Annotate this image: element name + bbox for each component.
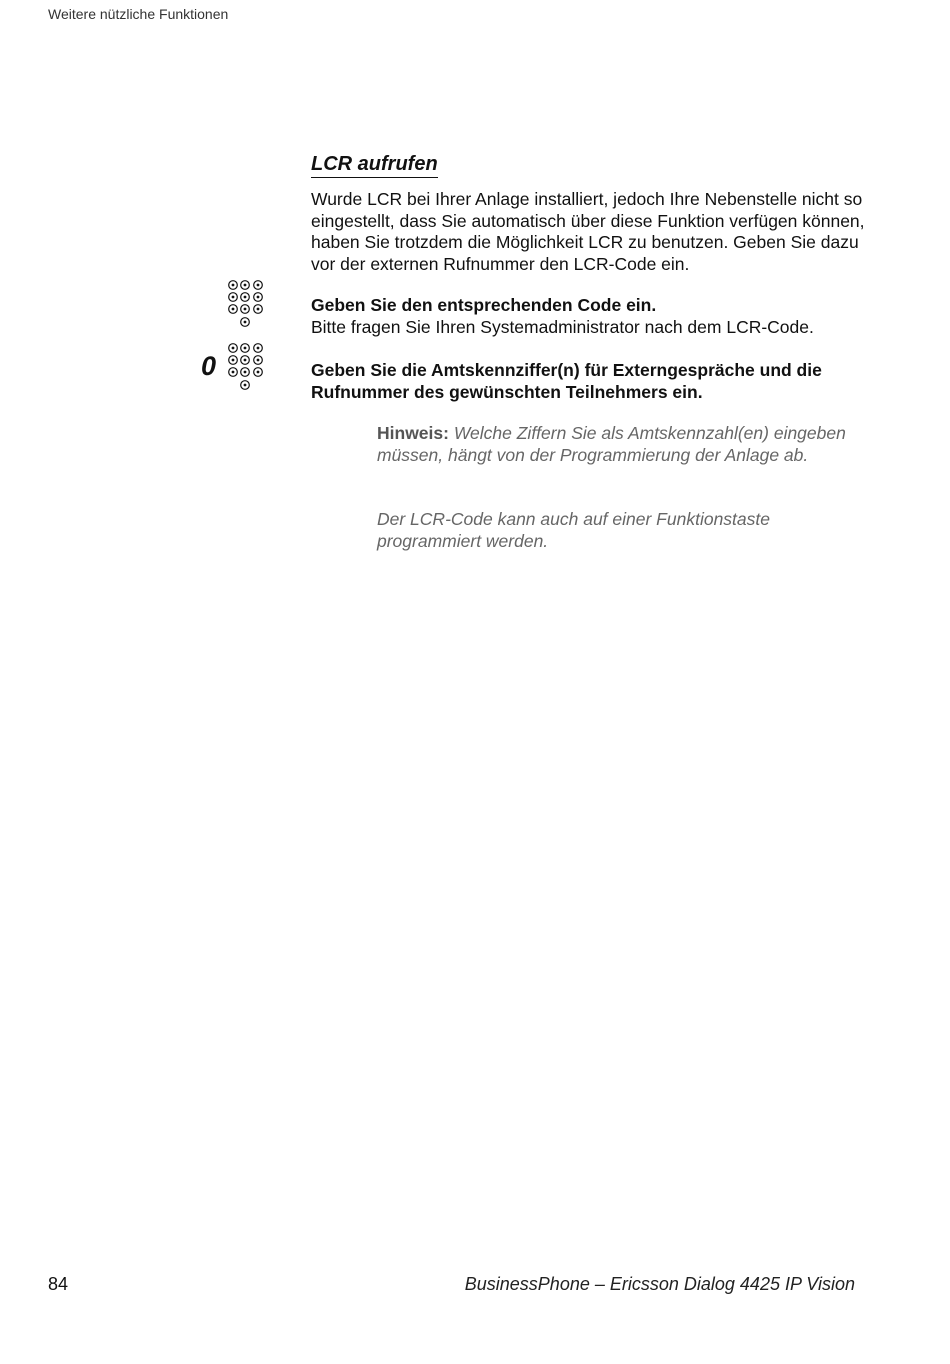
note-text-2: Der LCR-Code kann auch auf einer Funktionstaste programmiert werden. bbox=[377, 509, 770, 551]
footer-doc-title: BusinessPhone – Ericsson Dialog 4425 IP Vision bbox=[464, 1274, 855, 1294]
note-hint bbox=[377, 423, 857, 466]
page-number: 84 bbox=[48, 1274, 69, 1294]
step-enter-number: Geben Sie die Amtskennziffer(n) für Externgespräche und die Rufnummer des gewünschten Teilnehmers ein. bbox=[311, 360, 822, 402]
keypad-icon bbox=[227, 279, 267, 335]
note-text: Welche Ziffern Sie als Amtskennzahl(en) eingeben müssen, hängt von der Programmierung der Anlage ab. bbox=[377, 423, 846, 465]
step-enter-code bbox=[311, 295, 871, 338]
keypad-icon bbox=[227, 342, 267, 398]
section-title: LCR aufrufen bbox=[311, 152, 438, 178]
intro-paragraph: Wurde LCR bei Ihrer Anlage installiert, jedoch Ihre Nebenstelle nicht so eingestellt, dass Sie automatisch über diese Funktion verfügen können, haben Sie trotzdem die Möglichkeit LCR zu benutzen. Geben Sie dazu vor der externen Rufnummer den LCR-Code ein. bbox=[311, 189, 865, 274]
step-enter-code-detail: Bitte fragen Sie Ihren Systemadministrator nach dem LCR-Code. bbox=[311, 316, 814, 337]
zero-key-label: 0 bbox=[201, 351, 217, 381]
step-enter-code-instruction: Geben Sie den entsprechenden Code ein. bbox=[311, 295, 657, 315]
running-header: Weitere nützliche Funktionen bbox=[48, 6, 229, 22]
note-label: Hinweis: bbox=[377, 423, 449, 443]
